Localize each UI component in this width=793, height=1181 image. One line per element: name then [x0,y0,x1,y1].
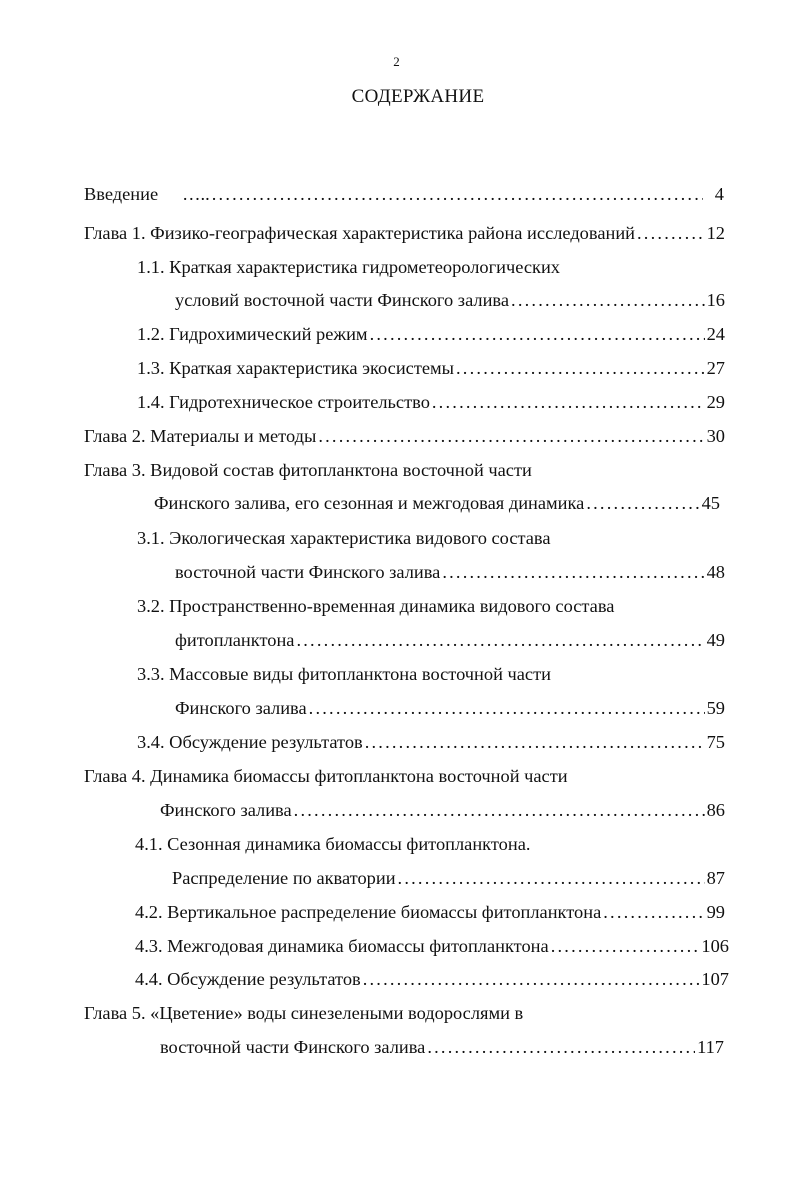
toc-entry-title: восточной части Финского залива [175,562,441,582]
toc-entry-title: Распределение по акватории [172,868,396,888]
toc-entry-chapter-1 [84,221,725,245]
toc-entry-title: 1.4. Гидротехническое строительство [137,392,430,412]
toc-entry-page: 99 [706,902,725,922]
toc-entry-page: 75 [706,732,725,752]
toc-entry-section-4-4 [135,967,729,991]
toc-entry-title: Глава 2. Материалы и методы [84,426,317,446]
toc-entry-title: условий восточной части Финского залива [175,290,510,310]
toc-entry-title: фитопланктона [175,630,295,650]
toc-entry-page: 12 [706,223,725,243]
toc-entry-title: 4.2. Вертикальное распределение биомассы фитопланктона [135,902,602,922]
toc-entry-chapter-5 [160,1035,724,1059]
toc-entry-title-line1: 3.2. Пространственно-временная динамика видового состава [137,596,615,616]
toc-entry-section-3-1 [175,560,725,584]
toc-entry-title-line1: 3.3. Массовые виды фитопланктона восточной части [137,664,551,684]
toc-entry-section-1-4 [137,390,725,414]
toc-entry-intro [84,182,724,206]
toc-entry-title: 4.3. Межгодовая динамика биомассы фитопланктона [135,936,549,956]
toc-entry-title: 3.4. Обсуждение результатов [137,732,363,752]
page-number: 2 [393,54,400,69]
toc-entry-title: восточной части Финского залива [160,1037,426,1057]
toc-entry-leader: ….. [182,184,210,204]
toc-entry-section-4-1 [172,866,725,890]
toc-entry-chapter-2 [84,424,725,448]
toc-entry-section-3-3 [175,696,725,720]
toc-entry-title: Финского залива, его сезонная и межгодовая динамика [154,493,585,513]
toc-entry-title: 1.2. Гидрохимический режим [137,324,368,344]
toc-entry-title: 1.3. Краткая характеристика экосистемы [137,358,455,378]
toc-entry-section-3-4 [137,730,725,754]
toc-entry-page: 4 [714,184,724,204]
toc-entry-section-4-3 [135,934,729,958]
page-title: СОДЕРЖАНИЕ [351,86,485,107]
toc-entry-title: Финского залива [175,698,307,718]
toc-entry-title-line1: Глава 5. «Цветение» воды синезелеными водорослями в [84,1003,524,1023]
toc-entry-section-1-1 [175,288,725,312]
toc-entry-page: 29 [706,392,725,412]
toc-entry-section-1-2 [137,322,725,346]
toc-entry-page: 30 [706,426,725,446]
toc-entry-page: 117 [697,1037,724,1057]
toc-entry-page: 27 [706,358,725,378]
toc-entry-title: Финского залива [160,800,292,820]
toc-entry-title-line1: 1.1. Краткая характеристика гидрометеорологических [137,257,560,277]
toc-entry-title-line1: Глава 4. Динамика биомассы фитопланктона восточной части [84,766,568,786]
toc-entry-page: 107 [701,969,729,989]
toc-entry-title: Введение [84,184,159,204]
toc-entry-title-line1: 4.1. Сезонная динамика биомассы фитопланктона. [135,834,531,854]
toc-entry-title: Глава 1. Физико-географическая характеристика района исследований [84,223,636,243]
toc-entry-title-line1: 3.1. Экологическая характеристика видового состава [137,528,551,548]
toc-entry-page: 87 [706,868,725,888]
toc-entry-page: 45 [701,493,720,513]
toc-entry-page: 24 [706,324,725,344]
toc-entry-chapter-4 [160,798,725,822]
toc-entry-page: 48 [706,562,725,582]
toc-entry-page: 49 [706,630,725,650]
toc-entry-title: 4.4. Обсуждение результатов [135,969,361,989]
toc-entry-page: 106 [701,936,729,956]
toc-entry-section-1-3 [137,356,725,380]
toc-entry-chapter-3 [154,491,720,515]
toc-entry-section-3-2 [175,628,725,652]
toc-entry-title-line1: Глава 3. Видовой состав фитопланктона восточной части [84,460,532,480]
toc-entry-page: 86 [706,800,725,820]
toc-entry-page: 59 [706,698,725,718]
toc-entry-section-4-2 [135,900,725,924]
toc-entry-page: 16 [706,290,725,310]
